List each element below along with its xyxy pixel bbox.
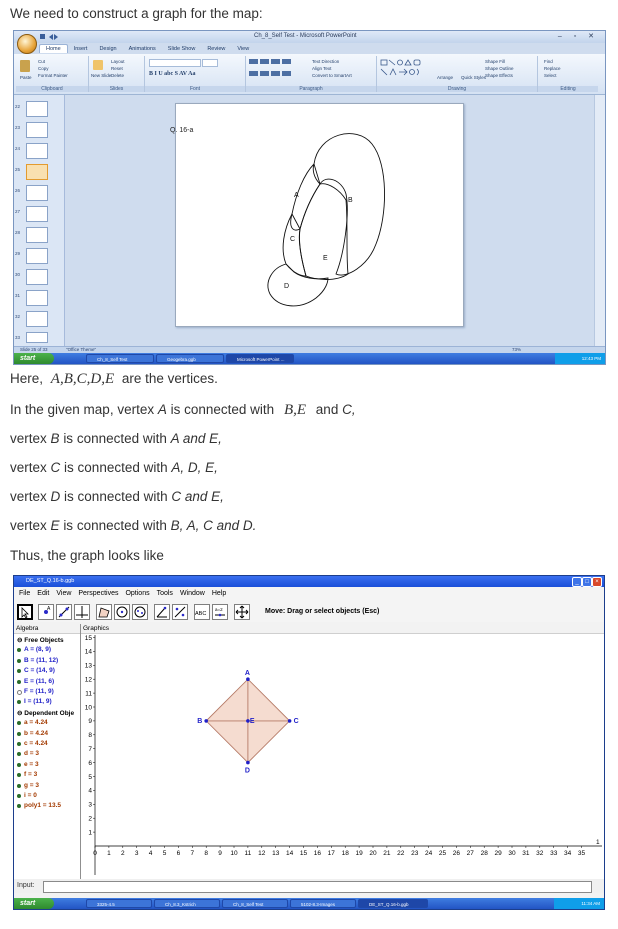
font-format-icons[interactable] xyxy=(149,69,241,77)
region-label-c: C xyxy=(290,236,296,243)
line-pre: vertex xyxy=(10,518,47,533)
menu-window[interactable]: Window xyxy=(179,590,205,597)
free-objects-header[interactable]: ⊖ Free Objects xyxy=(17,637,64,644)
vertex-point xyxy=(288,719,292,723)
line-rest: A and E, xyxy=(170,431,222,446)
x-tick-label: 16 xyxy=(313,850,322,857)
x-tick-label: 4 xyxy=(148,850,153,857)
x-tick-label: 21 xyxy=(383,850,391,857)
x-tick-label: 30 xyxy=(508,850,516,857)
y-tick-label: 6 xyxy=(88,759,92,767)
region-d xyxy=(268,264,328,306)
graphics-plot[interactable] xyxy=(81,633,604,879)
vertex-label: C xyxy=(293,717,299,725)
slide-thumbnail[interactable] xyxy=(26,248,48,264)
slide-thumbnail[interactable] xyxy=(26,206,48,222)
taskbar-item[interactable]: Ch_8.3_Kstrich xyxy=(154,899,220,908)
dependent-objects-header[interactable]: ⊖ Dependent Obje xyxy=(17,709,75,717)
algebra-list xyxy=(14,634,80,879)
vertex-a-neighbours-math: B,E xyxy=(283,402,307,418)
select-button[interactable]: Select xyxy=(544,73,557,78)
x-tick-label: 8 xyxy=(204,850,209,857)
vertex-line xyxy=(10,460,218,475)
x-tick-label: 32 xyxy=(536,850,544,857)
dependent-object-item[interactable]: f = 3 xyxy=(24,771,38,779)
tab-insert[interactable]: Insert xyxy=(73,46,88,52)
x-tick-label: 29 xyxy=(494,850,502,857)
minimize-icon[interactable]: _ xyxy=(572,577,582,587)
status-theme: "Office Theme" xyxy=(66,347,97,352)
free-object-item[interactable]: C = (14, 9) xyxy=(24,667,55,675)
slide-number: 30 xyxy=(15,272,21,277)
intro-text: We need to construct a graph for the map: xyxy=(10,6,263,21)
y-tick-label: 10 xyxy=(84,704,92,712)
x-tick-label: 26 xyxy=(452,850,461,857)
vertex-label: D xyxy=(244,767,250,775)
tab-home[interactable]: Home xyxy=(39,44,68,53)
vertex-name: B xyxy=(50,431,60,446)
polygon-tool-icon[interactable] xyxy=(96,604,112,620)
x-tick-label: 6 xyxy=(176,850,181,857)
find-button[interactable]: Find xyxy=(544,59,553,64)
free-object-item[interactable]: I = (11, 9) xyxy=(24,698,52,706)
slide-thumbnail[interactable] xyxy=(26,101,48,117)
menu-bar xyxy=(14,587,604,600)
vertex-name: E xyxy=(50,518,60,533)
region-b xyxy=(314,134,385,275)
tab-review[interactable]: Review xyxy=(207,46,226,52)
dependent-object-item[interactable]: i = 0 xyxy=(24,792,37,799)
slide-number: 28 xyxy=(15,230,21,235)
region-label-d: D xyxy=(284,283,290,290)
ppt-window-title: Ch_8_Self Test - Microsoft PowerPoint xyxy=(254,33,357,39)
x-tick-label: 31 xyxy=(522,850,530,857)
windows-taskbar xyxy=(14,353,605,364)
dependent-object-item[interactable]: g = 3 xyxy=(24,781,39,789)
group-editing xyxy=(538,56,598,92)
algebra-header: Algebra xyxy=(14,624,80,634)
font-size-select[interactable] xyxy=(202,59,218,67)
geogebra-window xyxy=(13,575,605,910)
vertex-point xyxy=(246,761,250,765)
convert-smartart-button[interactable]: Convert to SmartArt xyxy=(312,73,352,78)
input-field[interactable] xyxy=(43,881,592,893)
windows-taskbar xyxy=(14,898,604,909)
ggb-titlebar xyxy=(14,576,604,587)
dependent-object-item[interactable]: a = 4.24 xyxy=(24,719,48,727)
vertex-point xyxy=(246,677,250,681)
vertex-line xyxy=(10,489,224,504)
vertex-name: C xyxy=(50,460,61,475)
slide-number: 25 xyxy=(15,167,21,172)
line-prefix: In the given map, vertex xyxy=(10,402,155,417)
group-label: Clipboard xyxy=(16,86,88,92)
x-tick-label: 13 xyxy=(272,850,280,857)
vertex-point xyxy=(204,719,208,723)
x-tick-label: 1 xyxy=(107,850,111,857)
x-tick-label: 24 xyxy=(424,850,433,857)
font-name-select[interactable] xyxy=(149,59,201,67)
shape-fill-button[interactable]: Shape Fill xyxy=(485,59,506,64)
algebra-view[interactable] xyxy=(14,624,81,879)
line-pre: vertex xyxy=(10,431,47,446)
paragraph-icons[interactable] xyxy=(249,59,309,81)
status-slide: Slide 25 of 33 xyxy=(20,347,48,352)
x-tick-label: 19 xyxy=(355,850,363,857)
slide-number: 22 xyxy=(15,104,21,109)
vertex-label: A xyxy=(244,670,250,678)
y-tick-label: 4 xyxy=(88,787,92,795)
y-tick-label: 13 xyxy=(84,662,92,670)
mode-hint: Move: Drag or select objects (Esc) xyxy=(265,608,380,615)
region-label-b: B xyxy=(348,197,353,204)
delete-button[interactable]: Delete xyxy=(111,73,125,78)
line-mid: is connected with xyxy=(64,460,168,475)
region-c xyxy=(283,214,306,276)
free-object-item[interactable]: E = (11, 6) xyxy=(24,677,55,685)
graphics-view[interactable] xyxy=(81,624,604,879)
paste-button[interactable]: Paste xyxy=(20,75,32,80)
group-label: Font xyxy=(145,86,245,92)
y-tick-label: 14 xyxy=(84,648,92,656)
menu-tools[interactable]: Tools xyxy=(156,590,173,597)
taskbar-item-active[interactable]: DE_ST_Q.16-b.ggb xyxy=(358,899,428,908)
move-graphics-tool-icon[interactable] xyxy=(234,604,250,620)
region-label-a: A xyxy=(294,192,299,199)
line-mid: is connected with xyxy=(170,402,275,417)
new-slide-icon[interactable] xyxy=(93,60,103,70)
x-tick-label: 3 xyxy=(134,850,139,857)
here-prefix: Here, xyxy=(10,371,44,386)
y-tick-label: 8 xyxy=(88,732,92,740)
layout-button[interactable]: Layout xyxy=(111,59,125,64)
slide-thumbnail[interactable] xyxy=(26,290,48,306)
menu-edit[interactable]: Edit xyxy=(37,590,50,597)
slide-thumbnails-panel[interactable] xyxy=(14,95,65,346)
line-pre: vertex xyxy=(10,460,47,475)
svg-text:A: A xyxy=(47,606,51,612)
menu-perspectives[interactable]: Perspectives xyxy=(78,590,119,597)
point-tool-icon[interactable] xyxy=(38,604,54,620)
slide-thumbnail[interactable] xyxy=(26,143,48,159)
taskbar-item[interactable]: Ch_8_Self Test xyxy=(86,354,154,363)
free-object-item[interactable]: A = (8, 9) xyxy=(24,646,52,654)
y-tick-label: 7 xyxy=(88,746,92,753)
vertex-line xyxy=(10,518,256,533)
tab-animations[interactable]: Animations xyxy=(128,46,156,52)
x-tick-label: 28 xyxy=(480,850,488,857)
system-tray-clock: 12:43 PM xyxy=(555,353,605,364)
y-tick-label: 12 xyxy=(84,676,92,684)
group-paragraph xyxy=(246,56,377,92)
line-rest: A, D, E, xyxy=(171,460,218,475)
ribbon-tabs xyxy=(39,44,255,54)
slider-tool-icon[interactable] xyxy=(212,604,228,620)
dependent-object-item[interactable]: d = 3 xyxy=(24,750,39,758)
group-font xyxy=(145,56,246,92)
new-slide-button[interactable]: New Slide xyxy=(91,73,112,78)
slide-heading: Q. 16-a xyxy=(170,127,194,134)
x-tick-label: 20 xyxy=(369,850,377,857)
start-button[interactable]: start xyxy=(14,898,54,909)
svg-text:a=2: a=2 xyxy=(215,607,223,612)
shapes-gallery-icon[interactable] xyxy=(380,59,434,81)
tool-bar xyxy=(14,600,604,622)
x-tick-label: 34 xyxy=(563,850,572,857)
x-tick-label: 2 xyxy=(120,850,125,857)
input-label: Input: xyxy=(17,882,35,889)
maximize-icon[interactable]: □ xyxy=(582,577,592,587)
vertex-label: E xyxy=(249,717,255,725)
y-tick-label: 5 xyxy=(88,773,92,781)
x-tick-label: 9 xyxy=(218,850,222,857)
quick-styles-button[interactable]: Quick Styles xyxy=(461,75,487,80)
input-bar xyxy=(14,879,604,893)
vertex-line xyxy=(10,431,222,446)
vertex-name: D xyxy=(50,489,61,504)
here-suffix: are the vertices. xyxy=(121,371,218,386)
group-label: Slides xyxy=(89,86,144,92)
region-e xyxy=(299,184,348,280)
x-tick-label: 7 xyxy=(190,850,195,857)
slide-editor-area xyxy=(65,95,594,346)
line-mid: is connected with xyxy=(63,518,167,533)
reflect-tool-icon[interactable] xyxy=(172,604,188,620)
group-label: Editing xyxy=(538,86,598,92)
menu-view[interactable]: View xyxy=(56,590,72,597)
tab-view[interactable]: View xyxy=(237,46,250,52)
group-drawing xyxy=(377,56,538,92)
x-tick-label: 5 xyxy=(162,850,167,857)
align-text-button[interactable]: Align Text xyxy=(312,66,332,71)
line-tool-icon[interactable] xyxy=(56,604,72,620)
group-clipboard xyxy=(16,56,89,92)
taskbar-item[interactable]: 3325-4.5 xyxy=(86,899,152,908)
taskbar-item-active[interactable]: Microsoft PowerPoint ... xyxy=(226,354,294,363)
map-drawing xyxy=(170,104,463,326)
text-tool-icon[interactable] xyxy=(194,604,210,620)
ribbon xyxy=(14,54,605,95)
vertex-a-name: A xyxy=(157,402,167,417)
x-tick-label: 0 xyxy=(93,850,97,857)
taskbar-item[interactable]: Geogebra.ggb xyxy=(156,354,224,363)
slide-number: 29 xyxy=(15,251,21,256)
angle-tool-icon[interactable] xyxy=(154,604,170,620)
slide-thumbnail[interactable] xyxy=(26,269,48,285)
y-tick-label: 1 xyxy=(88,829,92,837)
x-tick-label: 33 xyxy=(550,850,558,857)
system-tray-clock: 11:34 AM xyxy=(554,898,604,909)
vertical-scrollbar[interactable] xyxy=(594,95,605,346)
x-tick-label: 10 xyxy=(230,850,238,857)
y-tick-label: 2 xyxy=(88,815,92,823)
menu-help[interactable]: Help xyxy=(211,590,227,597)
dependent-object-item[interactable]: b = 4.24 xyxy=(24,729,49,737)
quick-access-icons[interactable] xyxy=(40,34,76,40)
dependent-object-item[interactable]: poly1 = 13.5 xyxy=(24,802,62,810)
line-mid: is connected with xyxy=(64,489,168,504)
x-tick-label: 17 xyxy=(327,850,335,857)
taskbar-item[interactable]: 5102-8.3-Images xyxy=(290,899,356,908)
group-label: Drawing xyxy=(377,86,537,92)
x-tick-label: 27 xyxy=(466,850,474,857)
x-tick-label: 18 xyxy=(341,850,349,857)
menu-options[interactable]: Options xyxy=(125,590,150,597)
group-label: Paragraph xyxy=(246,86,376,92)
slide-number: 26 xyxy=(15,188,21,193)
slide-thumbnail[interactable] xyxy=(26,311,48,327)
slide-canvas[interactable] xyxy=(170,103,464,327)
powerpoint-window xyxy=(13,30,606,365)
circle-tool-icon[interactable] xyxy=(114,604,130,620)
arrange-button[interactable]: Arrange xyxy=(437,75,454,80)
cut-button[interactable]: Cut xyxy=(38,59,46,64)
vertex-a-line xyxy=(10,402,356,419)
shape-outline-button[interactable]: Shape Outline xyxy=(485,66,514,71)
menu-file[interactable]: File xyxy=(19,590,31,597)
taskbar-item[interactable]: Ch_8_Self Test xyxy=(222,899,288,908)
region-label-e: E xyxy=(323,255,328,262)
slide-number: 23 xyxy=(15,125,21,130)
slide-number: 33 xyxy=(15,335,21,340)
reset-button[interactable]: Reset xyxy=(111,66,123,71)
y-tick-label: 11 xyxy=(85,690,92,698)
vertex-label: B xyxy=(197,717,203,725)
paste-icon[interactable] xyxy=(20,60,30,72)
start-button[interactable]: start xyxy=(14,353,54,364)
shape-effects-button[interactable]: Shape Effects xyxy=(485,73,513,78)
y-tick-label: 15 xyxy=(84,634,92,642)
perpendicular-tool-icon[interactable] xyxy=(74,604,90,620)
ggb-window-title: DE_ST_Q.16-b.ggb xyxy=(26,578,75,584)
x-tick-label: 25 xyxy=(438,850,447,857)
slide-thumbnail-selected[interactable] xyxy=(26,164,48,180)
tab-design[interactable]: Design xyxy=(99,46,117,52)
ellipse-tool-icon[interactable] xyxy=(132,604,148,620)
vertices-line xyxy=(10,371,218,388)
conclusion-text: Thus, the graph looks like xyxy=(10,548,164,563)
slide-thumbnail[interactable] xyxy=(26,122,48,138)
x-tick-label: 11 xyxy=(244,850,252,857)
format-painter-button[interactable]: Format Painter xyxy=(38,73,68,78)
slide-number: 24 xyxy=(15,146,21,151)
x-tick-label: 22 xyxy=(397,850,405,857)
y-tick-label: 3 xyxy=(88,801,92,809)
office-button-icon[interactable] xyxy=(17,34,37,54)
slide-number: 27 xyxy=(15,209,21,214)
line-rest: C and E, xyxy=(171,489,224,504)
window-controls[interactable]: – ▫ ✕ xyxy=(557,33,599,40)
vertex-a-neighbour-c: C, xyxy=(342,402,356,417)
group-slides xyxy=(89,56,145,92)
slide-number: 32 xyxy=(15,314,21,319)
tab-slide-show[interactable]: Slide Show xyxy=(167,46,196,52)
y-tick-label: 9 xyxy=(88,718,92,726)
text-direction-button[interactable]: Text Direction xyxy=(312,59,340,64)
x-tick-label: 35 xyxy=(577,850,586,857)
svg-text:B I U abc S AV Aa: B I U abc S AV Aa xyxy=(149,71,196,77)
line-mid: is connected with xyxy=(63,431,167,446)
ppt-titlebar xyxy=(14,31,605,43)
move-tool-icon[interactable] xyxy=(17,604,33,620)
x-tick-label: 14 xyxy=(285,850,294,857)
line-rest: B, A, C and D. xyxy=(170,518,257,533)
close-icon[interactable]: × xyxy=(592,577,602,587)
slide-thumbnail[interactable] xyxy=(26,332,48,343)
replace-button[interactable]: Replace xyxy=(544,66,561,71)
svg-text:ABC: ABC xyxy=(195,611,207,617)
x-tick-label: 15 xyxy=(299,850,308,857)
free-object-item[interactable]: F = (11, 9) xyxy=(24,688,54,695)
graphics-header: Graphics xyxy=(81,624,604,634)
corner-label: 1 xyxy=(596,839,600,846)
x-tick-label: 12 xyxy=(258,850,266,857)
copy-button[interactable]: Copy xyxy=(38,66,49,71)
zoom-level[interactable]: 73% xyxy=(512,347,522,352)
slide-thumbnail[interactable] xyxy=(26,185,48,201)
line-pre: vertex xyxy=(10,489,47,504)
slide-thumbnail[interactable] xyxy=(26,227,48,243)
vertices-math: A,B,C,D,E xyxy=(50,371,115,387)
line-and: and xyxy=(315,402,339,417)
x-tick-label: 23 xyxy=(411,850,419,857)
dependent-object-item[interactable]: e = 3 xyxy=(24,760,39,768)
slide-number: 31 xyxy=(15,293,21,298)
dependent-object-item[interactable]: c = 4.24 xyxy=(24,740,48,747)
free-object-item[interactable]: B = (11, 12) xyxy=(24,656,59,664)
